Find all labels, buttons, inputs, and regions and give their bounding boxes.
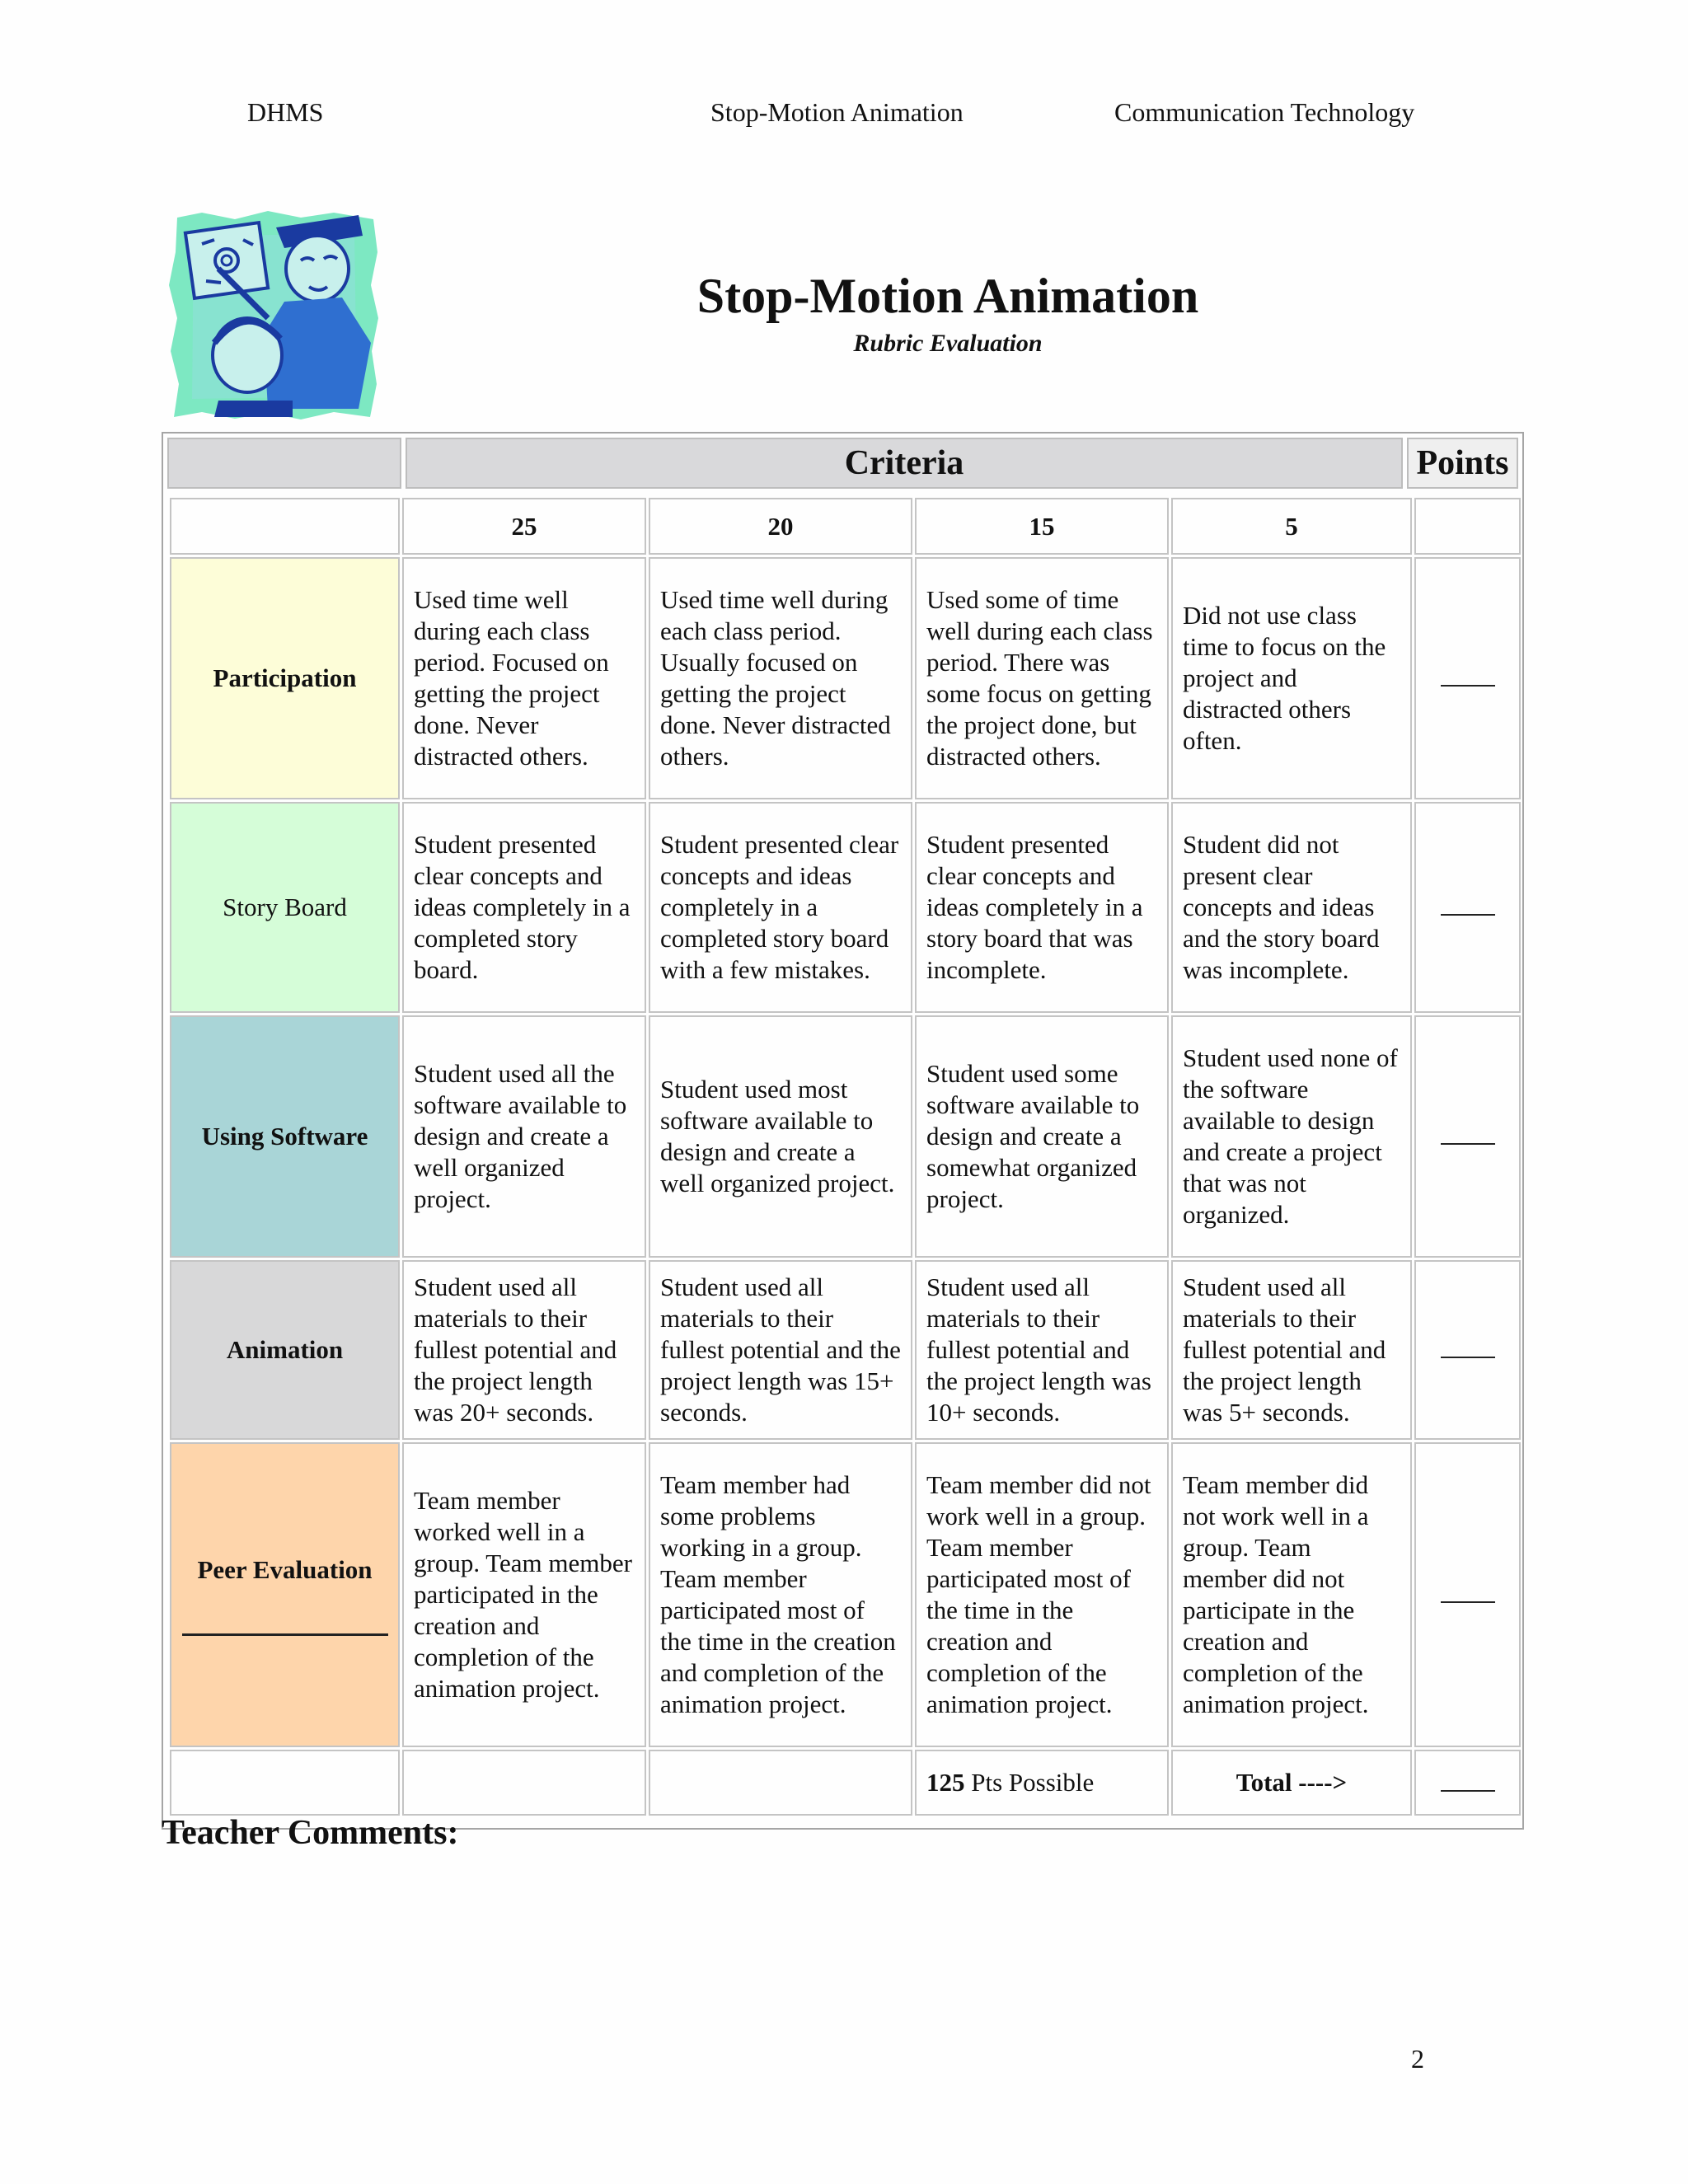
points-blank-animation[interactable] xyxy=(1414,1260,1521,1440)
rubric-cell: Student presented clear concepts and ideas completely in a story board that was incomplete. xyxy=(915,802,1169,1013)
points-possible xyxy=(915,1750,1169,1816)
rubric-cell: Student used all the software available to design and create a well organized project. xyxy=(402,1015,646,1258)
rubric-row-using-software xyxy=(170,1015,1521,1258)
rubric-cell: Team member did not work well in a group. Team member participated most of the time in the creation and completion of the animation project. xyxy=(915,1442,1169,1747)
points-blank-using-software[interactable] xyxy=(1414,1015,1521,1258)
rubric-row-story-board xyxy=(170,802,1521,1013)
criteria-header: Criteria xyxy=(406,438,1403,489)
score-header-blank xyxy=(170,498,400,555)
total-label: Total ----> xyxy=(1171,1750,1412,1816)
rubric-container xyxy=(162,432,1524,1830)
rubric-cell: Used some of time well during each class period. There was some focus on getting the project done, but distracted others. xyxy=(915,557,1169,799)
row-label-peer-evaluation xyxy=(170,1442,400,1747)
row-label-peer-evaluation-text: Peer Evaluation xyxy=(197,1554,373,1584)
rubric-cell: Student used some software available to design and create a somewhat organized project. xyxy=(915,1015,1169,1258)
points-possible-suffix: Pts Possible xyxy=(964,1768,1095,1797)
rubric-cell: Student used all materials to their fullest potential and the project length was 20+ seconds. xyxy=(402,1260,646,1440)
row-label-animation: Animation xyxy=(170,1260,400,1440)
points-blank-participation[interactable] xyxy=(1414,557,1521,799)
header-project: Stop-Motion Animation xyxy=(710,97,964,127)
criteria-bar xyxy=(167,438,1518,489)
score-header-25: 25 xyxy=(402,498,646,555)
points-possible-number: 125 xyxy=(926,1768,965,1797)
rubric-cell: Team member had some problems working in a group. Team member participated most of the time in the creation and completion of the animation project. xyxy=(649,1442,912,1747)
points-line xyxy=(1441,1355,1495,1358)
rubric-row-peer-evaluation xyxy=(170,1442,1521,1747)
rubric-cell: Student used all materials to their fullest potential and the project length was 10+ seconds. xyxy=(915,1260,1169,1440)
rubric-cell: Student presented clear concepts and ideas completely in a completed story board with a few mistakes. xyxy=(649,802,912,1013)
header-course: Communication Technology xyxy=(1114,97,1415,127)
document-title: Stop-Motion Animation xyxy=(696,269,1199,323)
score-header-20: 20 xyxy=(649,498,912,555)
rubric-total-row xyxy=(170,1750,1521,1816)
row-label-participation: Participation xyxy=(170,557,400,799)
points-line xyxy=(1441,683,1495,687)
document-subtitle: Rubric Evaluation xyxy=(853,330,1043,357)
painter-clipart-icon xyxy=(169,211,379,421)
rubric-cell: Used time well during each class period. Focused on getting the project done. Never distracted others. xyxy=(402,557,646,799)
points-line xyxy=(1441,1141,1495,1145)
row-label-story-board: Story Board xyxy=(170,802,400,1013)
score-header-15: 15 xyxy=(915,498,1169,555)
points-line xyxy=(1441,1600,1495,1603)
points-blank-story-board[interactable] xyxy=(1414,802,1521,1013)
score-header-points-blank xyxy=(1414,498,1521,555)
points-line xyxy=(1441,1788,1495,1792)
rubric-table xyxy=(167,495,1523,1818)
page-number: 2 xyxy=(1411,2044,1424,2074)
rubric-cell: Student presented clear concepts and ideas completely in a completed story board. xyxy=(402,802,646,1013)
total-row-blank xyxy=(170,1750,400,1816)
rubric-cell: Used time well during each class period. Usually focused on getting the project done. Never distracted others. xyxy=(649,557,912,799)
total-row-blank xyxy=(649,1750,912,1816)
total-row-blank xyxy=(402,1750,646,1816)
teacher-comments-label: Teacher Comments: xyxy=(162,1814,459,1852)
score-header-row xyxy=(170,498,1521,555)
header-school: DHMS xyxy=(247,97,324,127)
points-header: Points xyxy=(1407,438,1518,489)
peer-name-line[interactable] xyxy=(182,1633,388,1636)
criteria-bar-blank xyxy=(167,438,401,489)
rubric-cell: Student used most software available to design and create a well organized project. xyxy=(649,1015,912,1258)
rubric-cell: Team member did not work well in a group. Team member did not participate in the creation and completion of the animation project. xyxy=(1171,1442,1412,1747)
rubric-cell: Did not use class time to focus on the project and distracted others often. xyxy=(1171,557,1412,799)
rubric-cell: Student used none of the software available to design and create a project that was not organized. xyxy=(1171,1015,1412,1258)
points-blank-peer-evaluation[interactable] xyxy=(1414,1442,1521,1747)
row-label-using-software: Using Software xyxy=(170,1015,400,1258)
rubric-cell: Student used all materials to their fullest potential and the project length was 5+ seconds. xyxy=(1171,1260,1412,1440)
rubric-cell: Student did not present clear concepts and ideas and the story board was incomplete. xyxy=(1171,802,1412,1013)
total-points-blank[interactable] xyxy=(1414,1750,1521,1816)
rubric-cell: Team member worked well in a group. Team member participated in the creation and completion of the animation project. xyxy=(402,1442,646,1747)
points-line xyxy=(1441,912,1495,916)
page-header xyxy=(0,97,1688,138)
rubric-row-participation xyxy=(170,557,1521,799)
rubric-cell: Student used all materials to their fullest potential and the project length was 15+ seconds. xyxy=(649,1260,912,1440)
rubric-row-animation xyxy=(170,1260,1521,1440)
score-header-5: 5 xyxy=(1171,498,1412,555)
